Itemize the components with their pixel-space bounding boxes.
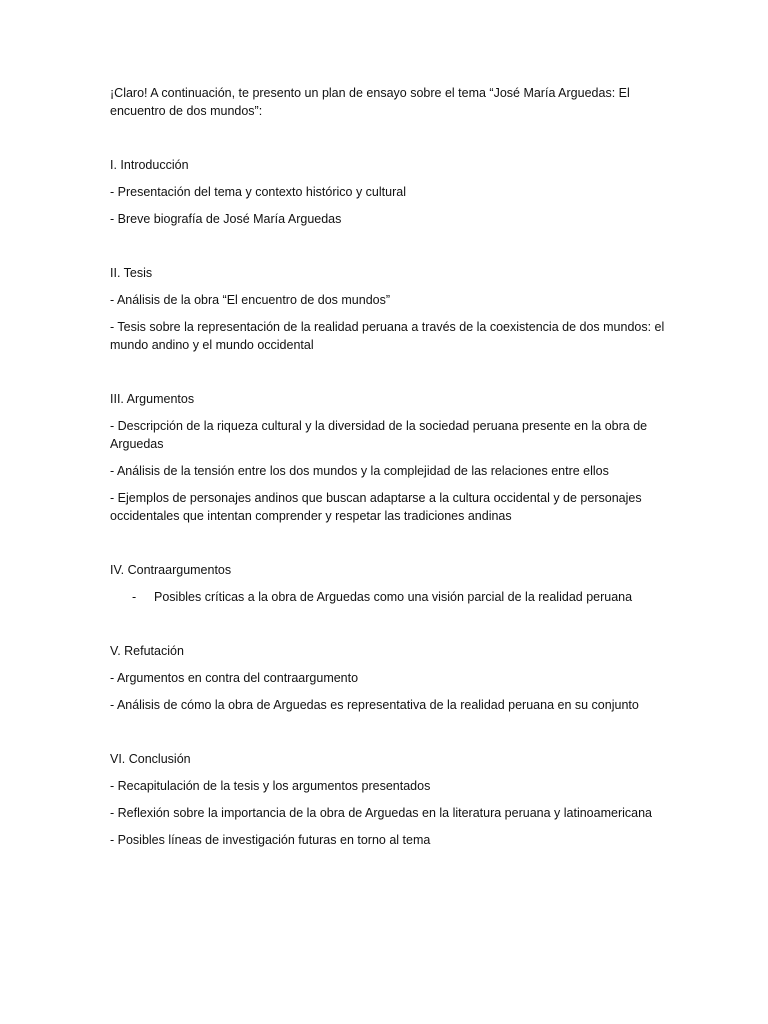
list-item: - Descripción de la riqueza cultural y la diversidad de la sociedad peruana presente en la obra de Arguedas (110, 419, 648, 451)
section-argumentos (110, 390, 670, 525)
bullet-list-item (110, 588, 670, 606)
list-item: - Análisis de cómo la obra de Arguedas es representativa de la realidad peruana en su conjunto (110, 698, 639, 712)
section-heading: IV. Contraargumentos (110, 563, 232, 577)
section-conclusion (110, 750, 670, 849)
section-heading: III. Argumentos (110, 392, 195, 406)
list-item: - Tesis sobre la representación de la realidad peruana a través de la coexistencia de dos mundos: el mundo andino y el mundo occidental (110, 320, 665, 352)
list-item: - Reflexión sobre la importancia de la obra de Arguedas en la literatura peruana y latinoamericana (110, 806, 652, 820)
list-item: - Recapitulación de la tesis y los argumentos presentados (110, 779, 431, 793)
intro-paragraph: ¡Claro! A continuación, te presento un plan de ensayo sobre el tema “José María Arguedas: El encuentro de dos mundos”: (110, 86, 630, 118)
section-heading: II. Tesis (110, 266, 153, 280)
section-contraargumentos (110, 561, 670, 606)
list-item: - Argumentos en contra del contraargumento (110, 671, 359, 685)
list-item: - Breve biografía de José María Arguedas (110, 212, 342, 226)
list-item: - Análisis de la obra “El encuentro de dos mundos” (110, 293, 391, 307)
section-introduccion (110, 156, 670, 228)
list-item: - Presentación del tema y contexto histórico y cultural (110, 185, 406, 199)
bullet-mark: - (132, 590, 137, 604)
bullet-text: Posibles críticas a la obra de Arguedas como una visión parcial de la realidad peruana (154, 590, 633, 604)
section-refutacion (110, 642, 670, 714)
section-heading: I. Introducción (110, 158, 189, 172)
list-item: - Ejemplos de personajes andinos que buscan adaptarse a la cultura occidental y de personajes occidentales que intentan comprender y respetar las tradiciones andinas (110, 491, 642, 523)
section-heading: V. Refutación (110, 644, 184, 658)
section-tesis (110, 264, 670, 354)
section-heading: VI. Conclusión (110, 752, 191, 766)
list-item: - Análisis de la tensión entre los dos mundos y la complejidad de las relaciones entre ellos (110, 464, 609, 478)
document-page (110, 84, 670, 858)
list-item: - Posibles líneas de investigación futuras en torno al tema (110, 833, 431, 847)
